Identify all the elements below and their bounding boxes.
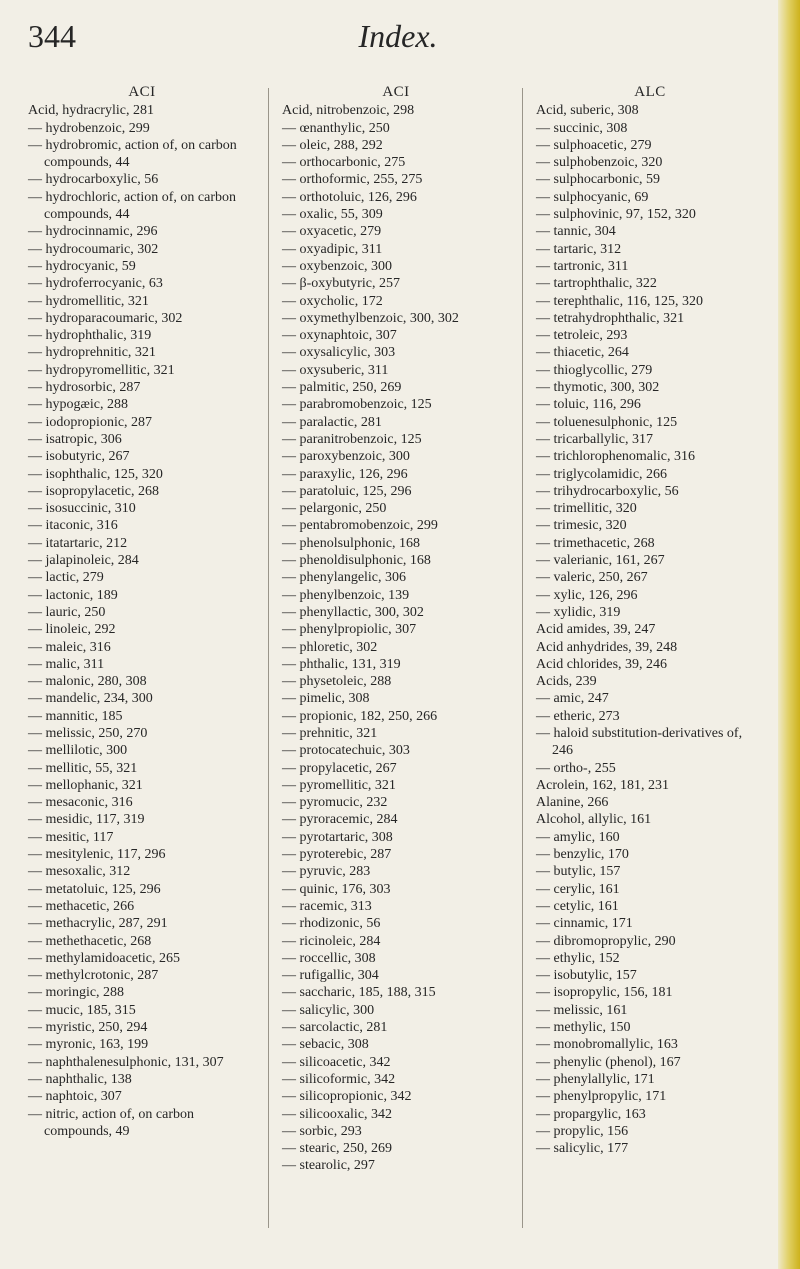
index-entry: — metatoluic, 125, 296 xyxy=(28,881,161,897)
index-column-1 xyxy=(28,84,256,1140)
index-entry: — silicooxalic, 342 xyxy=(282,1106,393,1122)
index-entry: — silicoformic, 342 xyxy=(282,1071,396,1087)
column-head: ALC xyxy=(634,84,666,100)
index-entry: Acid anhydrides, 39, 248 xyxy=(536,639,678,655)
page-header xyxy=(28,10,768,66)
index-entry: — isobutyric, 267 xyxy=(28,449,130,465)
index-entry: — trimethacetic, 268 xyxy=(536,535,655,551)
index-entry: — rufigallic, 304 xyxy=(282,968,379,984)
index-entry: Alcohol, allylic, 161 xyxy=(536,812,652,828)
index-entry: — myronic, 163, 199 xyxy=(28,1037,149,1053)
index-entry: — toluic, 116, 296 xyxy=(536,397,641,413)
index-column-3 xyxy=(536,84,764,1157)
index-entry: — melissic, 161 xyxy=(536,1002,628,1018)
index-entry: — xylic, 126, 296 xyxy=(536,587,638,603)
index-entry: — sulphocarbonic, 59 xyxy=(536,172,661,188)
index-entry: — roccellic, 308 xyxy=(282,950,376,966)
index-entry: — propargylic, 163 xyxy=(536,1106,646,1122)
index-entry: — salicylic, 300 xyxy=(282,1002,375,1018)
index-entry: — itatartaric, 212 xyxy=(28,535,128,551)
index-entry: — hydroferrocyanic, 63 xyxy=(28,276,163,292)
index-entry: — physetoleic, 288 xyxy=(282,674,392,690)
index-entry: — orthotoluic, 126, 296 xyxy=(282,189,417,205)
index-entry: — myristic, 250, 294 xyxy=(28,1020,148,1036)
index-entry: — stearic, 250, 269 xyxy=(282,1141,393,1157)
index-entry: — orthoformic, 255, 275 xyxy=(282,172,423,188)
column-head: ACI xyxy=(128,84,156,100)
index-entry: — methethacetic, 268 xyxy=(28,933,152,949)
index-entry: — oxysuberic, 311 xyxy=(282,362,389,378)
index-entry: — prehnitic, 321 xyxy=(282,725,378,741)
index-entry: — toluenesulphonic, 125 xyxy=(536,414,678,430)
index-entry: — sulphocyanic, 69 xyxy=(536,189,649,205)
index-entry: — propylic, 156 xyxy=(536,1123,629,1139)
index-entry: — phenylbenzoic, 139 xyxy=(282,587,410,603)
index-entry: — stearolic, 297 xyxy=(282,1158,375,1174)
index-entry: — œnanthylic, 250 xyxy=(282,120,390,136)
index-entry: — paroxybenzoic, 300 xyxy=(282,449,410,465)
index-entry: — lauric, 250 xyxy=(28,604,106,620)
index-entry: — pimelic, 308 xyxy=(282,691,370,707)
index-entry: — sulphovinic, 97, 152, 320 xyxy=(536,207,696,223)
index-entry: — pyruvic, 283 xyxy=(282,864,371,880)
index-entry: — hydrochloric, action of, on carbon compounds, 44 xyxy=(28,189,236,223)
index-entry: — nitric, action of, on carbon compounds, 49 xyxy=(28,1106,195,1139)
index-entry: Acid, hydracrylic, 281 xyxy=(28,103,154,119)
column-divider xyxy=(522,88,523,1228)
index-entry: — mandelic, 234, 300 xyxy=(28,691,153,707)
index-entry: — malonic, 280, 308 xyxy=(28,674,147,690)
index-entry: — phenolsulphonic, 168 xyxy=(282,535,421,551)
index-entry: — valerianic, 161, 267 xyxy=(536,553,665,569)
index-entry: — phenoldisulphonic, 168 xyxy=(282,553,431,569)
index-entry: — pelargonic, 250 xyxy=(282,501,387,517)
index-entry: — cinnamic, 171 xyxy=(536,916,633,932)
index-entry: — phenylpropiolic, 307 xyxy=(282,622,417,638)
index-entry: — ortho-, 255 xyxy=(536,760,616,776)
index-entry: — methacrylic, 287, 291 xyxy=(28,916,168,932)
index-column-2 xyxy=(282,84,510,1175)
index-entry: — propionic, 182, 250, 266 xyxy=(282,708,438,724)
index-entry: — valeric, 250, 267 xyxy=(536,570,648,586)
index-entry: — iodopropionic, 287 xyxy=(28,414,153,430)
index-entry: — paratoluic, 125, 296 xyxy=(282,483,412,499)
index-entry: — sulphoacetic, 279 xyxy=(536,137,652,153)
index-entry: — triglycolamidic, 266 xyxy=(536,466,668,482)
index-entry: — xylidic, 319 xyxy=(536,604,621,620)
index-entry: — phenylallylic, 171 xyxy=(536,1071,655,1087)
index-entry: — hydrobenzoic, 299 xyxy=(28,120,150,136)
index-entry: Acid amides, 39, 247 xyxy=(536,622,656,638)
index-entry: — ricinoleic, 284 xyxy=(282,933,381,949)
index-entry: — succinic, 308 xyxy=(536,120,628,136)
index-entry: — quinic, 176, 303 xyxy=(282,881,391,897)
index-entry: — hydropyromellitic, 321 xyxy=(28,362,175,378)
index-entry: — jalapinoleic, 284 xyxy=(28,553,139,569)
index-entry: — tricarballylic, 317 xyxy=(536,431,654,447)
index-entry: — hydroprehnitic, 321 xyxy=(28,345,156,361)
index-entry: — melissic, 250, 270 xyxy=(28,725,148,741)
index-entry: — dibromopropylic, 290 xyxy=(536,933,676,949)
index-entry: — malic, 311 xyxy=(28,656,105,672)
index-entry: Acid chlorides, 39, 246 xyxy=(536,656,668,672)
index-entry: — oxyacetic, 279 xyxy=(282,224,382,240)
column-divider xyxy=(268,88,269,1228)
index-entry: — saccharic, 185, 188, 315 xyxy=(282,985,436,1001)
index-entry: — hydroparacoumaric, 302 xyxy=(28,310,183,326)
index-entry: — mannitic, 185 xyxy=(28,708,123,724)
index-entry: — phloretic, 302 xyxy=(282,639,378,655)
index-entry: — rhodizonic, 56 xyxy=(282,916,381,932)
index-entry: — hydrocyanic, 59 xyxy=(28,258,136,274)
index-entry: — mesitic, 117 xyxy=(28,829,114,845)
index-entry: — propylacetic, 267 xyxy=(282,760,397,776)
index-entry: — paranitrobenzoic, 125 xyxy=(282,431,422,447)
index-entry: — mellilotic, 300 xyxy=(28,743,128,759)
index-entry: — oxalic, 55, 309 xyxy=(282,207,383,223)
index-entry: — isopropylic, 156, 181 xyxy=(536,985,673,1001)
index-entry: — tartronic, 311 xyxy=(536,258,629,274)
index-entry: — hydrocoumaric, 302 xyxy=(28,241,159,257)
index-entry: — thioglycollic, 279 xyxy=(536,362,653,378)
index-entry: — lactic, 279 xyxy=(28,570,104,586)
index-entry: — isobutylic, 157 xyxy=(536,968,637,984)
index-entry: — palmitic, 250, 269 xyxy=(282,380,402,396)
index-entry: — paraxylic, 126, 296 xyxy=(282,466,408,482)
index-entry: — oxybenzoic, 300 xyxy=(282,258,393,274)
index-entry: — tetroleic, 293 xyxy=(536,328,628,344)
index-entry: — lactonic, 189 xyxy=(28,587,118,603)
index-entry: — paralactic, 281 xyxy=(282,414,382,430)
index-entry: — hydrophthalic, 319 xyxy=(28,328,152,344)
index-entry: — phenyllactic, 300, 302 xyxy=(282,604,424,620)
index-entry: — methylic, 150 xyxy=(536,1020,631,1036)
index-entry: — β-oxybutyric, 257 xyxy=(282,276,400,292)
index-entry: — naphthalenesulphonic, 131, 307 xyxy=(28,1054,224,1070)
index-entry: — moringic, 288 xyxy=(28,985,125,1001)
index-entry: — etheric, 273 xyxy=(536,708,620,724)
page-edge xyxy=(778,0,800,1269)
index-entry: Acid, suberic, 308 xyxy=(536,103,639,119)
index-entry: Acid, nitrobenzoic, 298 xyxy=(282,103,415,119)
index-entry: — trihydrocarboxylic, 56 xyxy=(536,483,679,499)
index-entry: — hydromellitic, 321 xyxy=(28,293,149,309)
index-entry: — sebacic, 308 xyxy=(282,1037,369,1053)
index-entry: — tetrahydrophthalic, 321 xyxy=(536,310,685,326)
index-entry: — silicoacetic, 342 xyxy=(282,1054,391,1070)
index-entry: — phthalic, 131, 319 xyxy=(282,656,401,672)
index-entry: — amylic, 160 xyxy=(536,829,620,845)
index-entry: — isosuccinic, 310 xyxy=(28,501,136,517)
index-entry: — ethylic, 152 xyxy=(536,950,620,966)
index-entry: — itaconic, 316 xyxy=(28,518,118,534)
index-entry: — pyrotartaric, 308 xyxy=(282,829,393,845)
index-entry: — oxynaphtoic, 307 xyxy=(282,328,397,344)
index-entry: — naphtoic, 307 xyxy=(28,1089,122,1105)
index-entry: — mellitic, 55, 321 xyxy=(28,760,138,776)
index-entry: — oxymethylbenzoic, 300, 302 xyxy=(282,310,459,326)
column-head: ACI xyxy=(382,84,410,100)
index-entry: — salicylic, 177 xyxy=(536,1141,629,1157)
index-entry: — mesoxalic, 312 xyxy=(28,864,131,880)
index-entry: — hypogæic, 288 xyxy=(28,397,128,413)
index-entry: — linoleic, 292 xyxy=(28,622,116,638)
index-entry: — mellophanic, 321 xyxy=(28,777,143,793)
index-entry: — isatropic, 306 xyxy=(28,431,122,447)
index-entry: Acrolein, 162, 181, 231 xyxy=(536,777,669,793)
index-entry: — tartrophthalic, 322 xyxy=(536,276,657,292)
index-entry: — pyroterebic, 287 xyxy=(282,847,392,863)
index-entry: — amic, 247 xyxy=(536,691,609,707)
index-entry: — trichlorophenomalic, 316 xyxy=(536,449,696,465)
index-entry: — protocatechuic, 303 xyxy=(282,743,410,759)
index-entry: — mesitylenic, 117, 296 xyxy=(28,847,166,863)
index-entry: — oxysalicylic, 303 xyxy=(282,345,396,361)
index-entry: — hydrocinnamic, 296 xyxy=(28,224,158,240)
index-entry: — sulphobenzoic, 320 xyxy=(536,155,663,171)
index-entry: — pyroracemic, 284 xyxy=(282,812,398,828)
index-entry: — methacetic, 266 xyxy=(28,898,135,914)
index-entry: — terephthalic, 116, 125, 320 xyxy=(536,293,704,309)
index-entry: — butylic, 157 xyxy=(536,864,621,880)
index-entry: — hydrosorbic, 287 xyxy=(28,380,141,396)
index-entry: — pyromellitic, 321 xyxy=(282,777,396,793)
index-entry: — pentabromobenzoic, 299 xyxy=(282,518,438,534)
index-entry: — tannic, 304 xyxy=(536,224,616,240)
index-entry: — phenylpropylic, 171 xyxy=(536,1089,667,1105)
index-entry: — isophthalic, 125, 320 xyxy=(28,466,163,482)
index-entry: — hydrocarboxylic, 56 xyxy=(28,172,159,188)
index-entry: — mucic, 185, 315 xyxy=(28,1002,136,1018)
index-entry: — racemic, 313 xyxy=(282,898,372,914)
index-entry: — tartaric, 312 xyxy=(536,241,622,257)
index-entry: — isopropylacetic, 268 xyxy=(28,483,160,499)
index-entry: — benzylic, 170 xyxy=(536,847,629,863)
index-entry: Acids, 239 xyxy=(536,674,597,690)
index-entry: — parabromobenzoic, 125 xyxy=(282,397,432,413)
index-entry: — phenylic (phenol), 167 xyxy=(536,1054,681,1070)
index-entry: — sarcolactic, 281 xyxy=(282,1020,388,1036)
index-entry: — methylamidoacetic, 265 xyxy=(28,950,181,966)
index-entry: — trimellitic, 320 xyxy=(536,501,637,517)
index-entry: — trimesic, 320 xyxy=(536,518,627,534)
index-entry: — pyromucic, 232 xyxy=(282,795,388,811)
index-entry: — oxyadipic, 311 xyxy=(282,241,383,257)
index-entry: — cetylic, 161 xyxy=(536,898,619,914)
index-entry: — methylcrotonic, 287 xyxy=(28,968,159,984)
index-entry: — phenylangelic, 306 xyxy=(282,570,407,586)
page-number: 344 xyxy=(28,18,76,54)
index-entry: — thiacetic, 264 xyxy=(536,345,629,361)
index-entry: — haloid substitution-derivatives of, 246 xyxy=(536,725,743,759)
index-entry: — thymotic, 300, 302 xyxy=(536,380,660,396)
index-entry: — cerylic, 161 xyxy=(536,881,620,897)
index-entry: — hydrobromic, action of, on carbon compounds, 44 xyxy=(28,137,237,171)
index-entry: — silicopropionic, 342 xyxy=(282,1089,412,1105)
running-title: Index. xyxy=(358,18,438,54)
index-entry: Alanine, 266 xyxy=(536,795,609,811)
index-entry: — sorbic, 293 xyxy=(282,1123,362,1139)
index-entry: — oleic, 288, 292 xyxy=(282,137,383,153)
index-entry: — maleic, 316 xyxy=(28,639,111,655)
index-entry: — orthocarbonic, 275 xyxy=(282,155,406,171)
index-entry: — naphthalic, 138 xyxy=(28,1071,132,1087)
index-entry: — oxycholic, 172 xyxy=(282,293,383,309)
index-entry: — mesaconic, 316 xyxy=(28,795,133,811)
index-entry: — monobromallylic, 163 xyxy=(536,1037,678,1053)
index-entry: — mesidic, 117, 319 xyxy=(28,812,145,828)
